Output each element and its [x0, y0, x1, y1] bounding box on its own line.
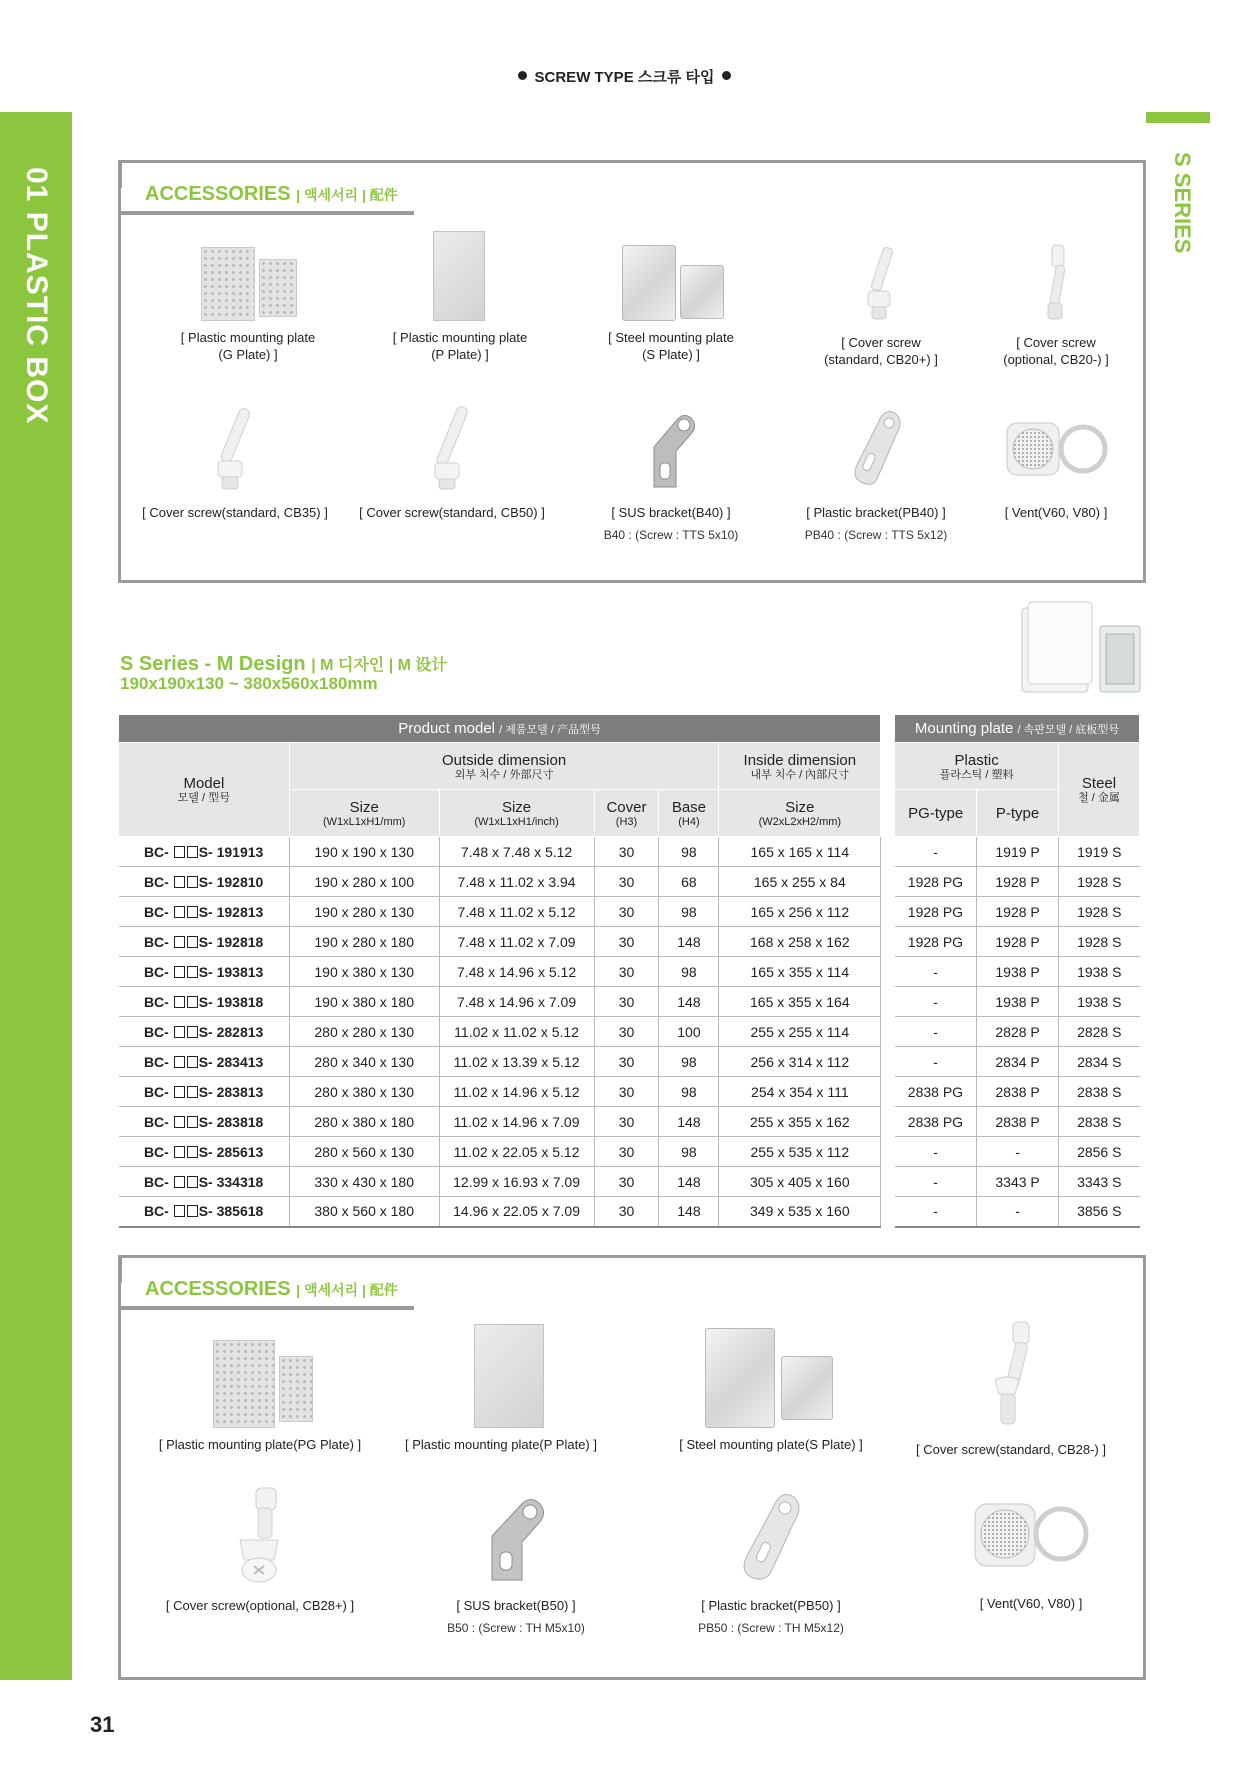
divider	[121, 211, 414, 215]
table-row	[119, 837, 1140, 867]
cover-cell: 30	[594, 957, 659, 987]
product-table	[118, 714, 1140, 1228]
model-cell: BC- S- 283818	[119, 1107, 290, 1137]
p-type-cell: 1938 P	[977, 957, 1059, 987]
screw-icon	[851, 243, 911, 323]
plastic-header: Plastic 플라스틱 / 塑料	[895, 743, 1059, 790]
size-mm-cell: 280 x 280 x 130	[289, 1017, 439, 1047]
mounting-plate-header: Mounting plate / 속판모델 / 底板型号	[895, 715, 1140, 743]
bracket-icon	[476, 1486, 556, 1586]
p-type-cell: 1919 P	[977, 837, 1059, 867]
pg-type-cell: -	[895, 1197, 977, 1227]
model-cell: BC- S- 285613	[119, 1137, 290, 1167]
base-cell: 68	[659, 867, 719, 897]
accessory-item: [ Steel mounting plate(S Plate) ]	[661, 1328, 881, 1453]
accessory-item: [ Cover screw (standard, CB20+) ]	[786, 243, 976, 368]
checkbox-placeholder-icon	[187, 966, 198, 978]
vent-icon	[1001, 403, 1111, 493]
checkbox-placeholder-icon	[187, 876, 198, 888]
base-cell: 98	[659, 897, 719, 927]
cover-cell: 30	[594, 927, 659, 957]
vent-icon	[971, 1484, 1091, 1584]
series-tab	[1167, 152, 1197, 272]
base-cell: 98	[659, 1047, 719, 1077]
checkbox-placeholder-icon	[187, 936, 198, 948]
checkbox-placeholder-icon	[174, 1026, 185, 1038]
size-inch-cell: 7.48 x 11.02 x 7.09	[439, 927, 594, 957]
steel-cell: 2856 S	[1059, 1137, 1140, 1167]
p-type-cell: 2834 P	[977, 1047, 1059, 1077]
inside-size-cell: 165 x 355 x 114	[719, 957, 881, 987]
table-row	[119, 1017, 1140, 1047]
size-mm-cell: 380 x 560 x 180	[289, 1197, 439, 1227]
inside-size-cell: 165 x 255 x 84	[719, 867, 881, 897]
model-cell: BC- S- 191913	[119, 837, 290, 867]
size-inch-cell: 7.48 x 11.02 x 5.12	[439, 897, 594, 927]
pg-type-cell: 2838 PG	[895, 1107, 977, 1137]
size-mm-cell: 190 x 280 x 130	[289, 897, 439, 927]
size-inch-cell: 7.48 x 7.48 x 5.12	[439, 837, 594, 867]
accessories-bottom-title: ACCESSORIES | 액세서리 | 配件	[145, 1278, 398, 1300]
size-mm-header: Size (W1xL1xH1/mm)	[289, 790, 439, 837]
header-title: SCREW TYPE 스크류 타입	[534, 69, 715, 86]
table-row	[119, 987, 1140, 1017]
cover-cell: 30	[594, 1167, 659, 1197]
pg-type-cell: -	[895, 1167, 977, 1197]
base-cell: 98	[659, 1137, 719, 1167]
p-type-cell: -	[977, 1197, 1059, 1227]
size-inch-cell: 11.02 x 11.02 x 5.12	[439, 1017, 594, 1047]
table-row	[119, 1137, 1140, 1167]
accessory-item: [ SUS bracket(B40) ] B40 : (Screw : TTS 5x10)	[576, 403, 766, 543]
inside-size-cell: 349 x 535 x 160	[719, 1197, 881, 1227]
accessory-item: [ Cover screw(standard, CB35) ]	[125, 403, 345, 521]
size-inch-cell: 7.48 x 14.96 x 5.12	[439, 957, 594, 987]
screw-icon	[971, 1318, 1051, 1430]
product-model-header: Product model / 제품모델 / 产品型号	[119, 715, 881, 743]
accessory-item: [ Cover screw(optional, CB28+) ]	[135, 1486, 385, 1614]
pg-type-header: PG-type	[895, 790, 977, 837]
size-inside-header: Size (W2xL2xH2/mm)	[719, 790, 881, 837]
screw-icon	[200, 403, 270, 493]
size-mm-cell: 280 x 380 x 180	[289, 1107, 439, 1137]
table-row	[119, 867, 1140, 897]
checkbox-placeholder-icon	[174, 1176, 185, 1188]
checkbox-placeholder-icon	[187, 1086, 198, 1098]
pg-type-cell: -	[895, 1017, 977, 1047]
accessory-item: [ Cover screw(standard, CB28-) ]	[893, 1318, 1129, 1458]
size-inch-header: Size (W1xL1xH1/inch)	[439, 790, 594, 837]
page-number: 31	[90, 1712, 115, 1737]
table-row	[119, 927, 1140, 957]
section-tab-label: 01 PLASTIC BOX	[20, 167, 53, 425]
checkbox-placeholder-icon	[187, 1176, 198, 1188]
section-tab	[0, 112, 72, 1680]
steel-plate-icon	[616, 243, 726, 323]
steel-cell: 1919 S	[1059, 837, 1140, 867]
accessories-bottom-panel	[118, 1255, 1146, 1680]
series-tab-label: S SERIES	[1170, 152, 1195, 254]
plain-plate-icon	[405, 231, 515, 323]
grid-plate-icon	[193, 243, 303, 323]
table-row	[119, 957, 1140, 987]
bullet-icon	[722, 71, 731, 80]
checkbox-placeholder-icon	[187, 1146, 198, 1158]
inside-size-cell: 255 x 255 x 114	[719, 1017, 881, 1047]
cover-cell: 30	[594, 1107, 659, 1137]
model-cell: BC- S- 334318	[119, 1167, 290, 1197]
checkbox-placeholder-icon	[174, 876, 185, 888]
size-inch-cell: 11.02 x 14.96 x 7.09	[439, 1107, 594, 1137]
base-cell: 148	[659, 927, 719, 957]
base-cell: 148	[659, 1167, 719, 1197]
table-row	[119, 1167, 1140, 1197]
steel-cell: 1938 S	[1059, 957, 1140, 987]
table-row	[119, 1107, 1140, 1137]
inside-size-cell: 165 x 165 x 114	[719, 837, 881, 867]
size-mm-cell: 190 x 190 x 130	[289, 837, 439, 867]
base-cell: 98	[659, 957, 719, 987]
pg-type-cell: 1928 PG	[895, 897, 977, 927]
screw-icon	[220, 1486, 300, 1586]
base-cell: 148	[659, 987, 719, 1017]
steel-cell: 2828 S	[1059, 1017, 1140, 1047]
pg-type-cell: -	[895, 987, 977, 1017]
checkbox-placeholder-icon	[187, 1205, 198, 1217]
table-row	[119, 1077, 1140, 1107]
p-type-cell: 1928 P	[977, 867, 1059, 897]
checkbox-placeholder-icon	[187, 996, 198, 1008]
checkbox-placeholder-icon	[174, 1205, 185, 1217]
size-inch-cell: 14.96 x 22.05 x 7.09	[439, 1197, 594, 1227]
accessory-item: [ Plastic mounting plate(P Plate) ]	[391, 1324, 611, 1453]
cover-header: Cover (H3)	[594, 790, 659, 837]
checkbox-placeholder-icon	[187, 1116, 198, 1128]
bracket-icon	[636, 403, 706, 493]
plain-plate-icon	[446, 1324, 556, 1430]
screw-icon	[417, 403, 487, 493]
checkbox-placeholder-icon	[174, 846, 185, 858]
series-tab-bar	[1146, 112, 1210, 123]
size-mm-cell: 280 x 340 x 130	[289, 1047, 439, 1077]
pg-type-cell: 1928 PG	[895, 867, 977, 897]
pg-type-cell: -	[895, 1137, 977, 1167]
size-mm-cell: 190 x 380 x 180	[289, 987, 439, 1017]
checkbox-placeholder-icon	[174, 1086, 185, 1098]
pg-type-cell: 2838 PG	[895, 1077, 977, 1107]
model-cell: BC- S- 192810	[119, 867, 290, 897]
steel-header: Steel 철 / 金属	[1059, 743, 1140, 837]
p-type-cell: 1928 P	[977, 897, 1059, 927]
pg-type-cell: -	[895, 837, 977, 867]
series-range: 190x190x130 ~ 380x560x180mm	[120, 674, 378, 693]
base-cell: 148	[659, 1107, 719, 1137]
checkbox-placeholder-icon	[174, 1056, 185, 1068]
cover-cell: 30	[594, 837, 659, 867]
size-mm-cell: 280 x 380 x 130	[289, 1077, 439, 1107]
accessory-item: [ Plastic mounting plate(PG Plate) ]	[135, 1338, 385, 1453]
base-cell: 148	[659, 1197, 719, 1227]
model-header: Model 모델 / 型号	[119, 743, 290, 837]
pg-type-cell: -	[895, 1047, 977, 1077]
steel-cell: 3856 S	[1059, 1197, 1140, 1227]
inside-dimension-header: Inside dimension 내부 치수 / 內部尺寸	[719, 743, 881, 790]
inside-size-cell: 255 x 535 x 112	[719, 1137, 881, 1167]
size-mm-cell: 280 x 560 x 130	[289, 1137, 439, 1167]
cover-cell: 30	[594, 1077, 659, 1107]
base-cell: 98	[659, 837, 719, 867]
inside-size-cell: 256 x 314 x 112	[719, 1047, 881, 1077]
accessory-item: [ Cover screw (optional, CB20-) ]	[961, 243, 1151, 368]
accessory-item: [ Vent(V60, V80) ]	[966, 403, 1146, 521]
base-cell: 98	[659, 1077, 719, 1107]
model-cell: BC- S- 192813	[119, 897, 290, 927]
screw-icon	[1026, 243, 1086, 323]
inside-size-cell: 254 x 354 x 111	[719, 1077, 881, 1107]
size-mm-cell: 330 x 430 x 180	[289, 1167, 439, 1197]
page-header	[0, 66, 1249, 87]
model-cell: BC- S- 283813	[119, 1077, 290, 1107]
size-inch-cell: 11.02 x 22.05 x 5.12	[439, 1137, 594, 1167]
accessory-item: [ SUS bracket(B50) ] B50 : (Screw : TH M5x10)	[411, 1486, 621, 1636]
cover-cell: 30	[594, 1197, 659, 1227]
checkbox-placeholder-icon	[174, 906, 185, 918]
steel-cell: 1938 S	[1059, 987, 1140, 1017]
model-cell: BC- S- 282813	[119, 1017, 290, 1047]
cover-cell: 30	[594, 867, 659, 897]
series-title: S Series - M Design | M 디자인 | M 设计	[120, 653, 448, 675]
table-row	[119, 897, 1140, 927]
p-type-cell: 1928 P	[977, 927, 1059, 957]
model-cell: BC- S- 193813	[119, 957, 290, 987]
checkbox-placeholder-icon	[187, 846, 198, 858]
bracket-icon	[731, 1486, 811, 1586]
checkbox-placeholder-icon	[174, 936, 185, 948]
size-inch-cell: 7.48 x 11.02 x 3.94	[439, 867, 594, 897]
checkbox-placeholder-icon	[187, 1056, 198, 1068]
inside-size-cell: 255 x 355 x 162	[719, 1107, 881, 1137]
model-cell: BC- S- 192818	[119, 927, 290, 957]
size-mm-cell: 190 x 280 x 100	[289, 867, 439, 897]
inside-size-cell: 165 x 355 x 164	[719, 987, 881, 1017]
accessory-item: [ Plastic bracket(PB50) ] PB50 : (Screw : TH M5x12)	[661, 1486, 881, 1636]
accessories-top-panel	[118, 160, 1146, 583]
steel-cell: 2834 S	[1059, 1047, 1140, 1077]
size-mm-cell: 190 x 380 x 130	[289, 957, 439, 987]
steel-cell: 1928 S	[1059, 897, 1140, 927]
steel-cell: 1928 S	[1059, 927, 1140, 957]
accessory-item: [ Plastic mounting plate (G Plate) ]	[153, 243, 343, 363]
product-image	[1018, 600, 1146, 694]
cover-cell: 30	[594, 1047, 659, 1077]
steel-plate-icon	[701, 1328, 841, 1430]
checkbox-placeholder-icon	[174, 1116, 185, 1128]
inside-size-cell: 165 x 256 x 112	[719, 897, 881, 927]
steel-cell: 2838 S	[1059, 1107, 1140, 1137]
model-cell: BC- S- 385618	[119, 1197, 290, 1227]
model-cell: BC- S- 283413	[119, 1047, 290, 1077]
accessory-item: [ Cover screw(standard, CB50) ]	[347, 403, 557, 521]
inside-size-cell: 168 x 258 x 162	[719, 927, 881, 957]
checkbox-placeholder-icon	[174, 966, 185, 978]
cover-cell: 30	[594, 987, 659, 1017]
p-type-cell: 3343 P	[977, 1167, 1059, 1197]
divider	[121, 1306, 414, 1310]
checkbox-placeholder-icon	[174, 1146, 185, 1158]
p-type-cell: 2838 P	[977, 1107, 1059, 1137]
steel-cell: 1928 S	[1059, 867, 1140, 897]
base-cell: 100	[659, 1017, 719, 1047]
accessory-item: [ Steel mounting plate (S Plate) ]	[576, 243, 766, 363]
table-row	[119, 1197, 1140, 1227]
base-header: Base (H4)	[659, 790, 719, 837]
grid-plate-icon	[205, 1338, 315, 1430]
size-mm-cell: 190 x 280 x 180	[289, 927, 439, 957]
cover-cell: 30	[594, 1137, 659, 1167]
outside-dimension-header: Outside dimension 외부 치수 / 外部尺寸	[289, 743, 719, 790]
pg-type-cell: 1928 PG	[895, 927, 977, 957]
accessories-top-title: ACCESSORIES | 액세서리 | 配件	[145, 183, 398, 205]
checkbox-placeholder-icon	[187, 1026, 198, 1038]
cover-cell: 30	[594, 1017, 659, 1047]
cover-cell: 30	[594, 897, 659, 927]
checkbox-placeholder-icon	[174, 996, 185, 1008]
p-type-header: P-type	[977, 790, 1059, 837]
size-inch-cell: 7.48 x 14.96 x 7.09	[439, 987, 594, 1017]
table-row	[119, 1047, 1140, 1077]
pg-type-cell: -	[895, 957, 977, 987]
bullet-icon	[518, 71, 527, 80]
accessory-item: [ Vent(V60, V80) ]	[941, 1484, 1121, 1612]
size-inch-cell: 12.99 x 16.93 x 7.09	[439, 1167, 594, 1197]
p-type-cell: 2828 P	[977, 1017, 1059, 1047]
accessory-item: [ Plastic bracket(PB40) ] PB40 : (Screw : TTS 5x12)	[771, 403, 981, 543]
steel-cell: 2838 S	[1059, 1077, 1140, 1107]
inside-size-cell: 305 x 405 x 160	[719, 1167, 881, 1197]
p-type-cell: 1938 P	[977, 987, 1059, 1017]
steel-cell: 3343 S	[1059, 1167, 1140, 1197]
bracket-icon	[841, 403, 911, 493]
p-type-cell: -	[977, 1137, 1059, 1167]
model-cell: BC- S- 193818	[119, 987, 290, 1017]
size-inch-cell: 11.02 x 13.39 x 5.12	[439, 1047, 594, 1077]
size-inch-cell: 11.02 x 14.96 x 5.12	[439, 1077, 594, 1107]
accessory-item: [ Plastic mounting plate (P Plate) ]	[365, 231, 555, 363]
checkbox-placeholder-icon	[187, 906, 198, 918]
p-type-cell: 2838 P	[977, 1077, 1059, 1107]
